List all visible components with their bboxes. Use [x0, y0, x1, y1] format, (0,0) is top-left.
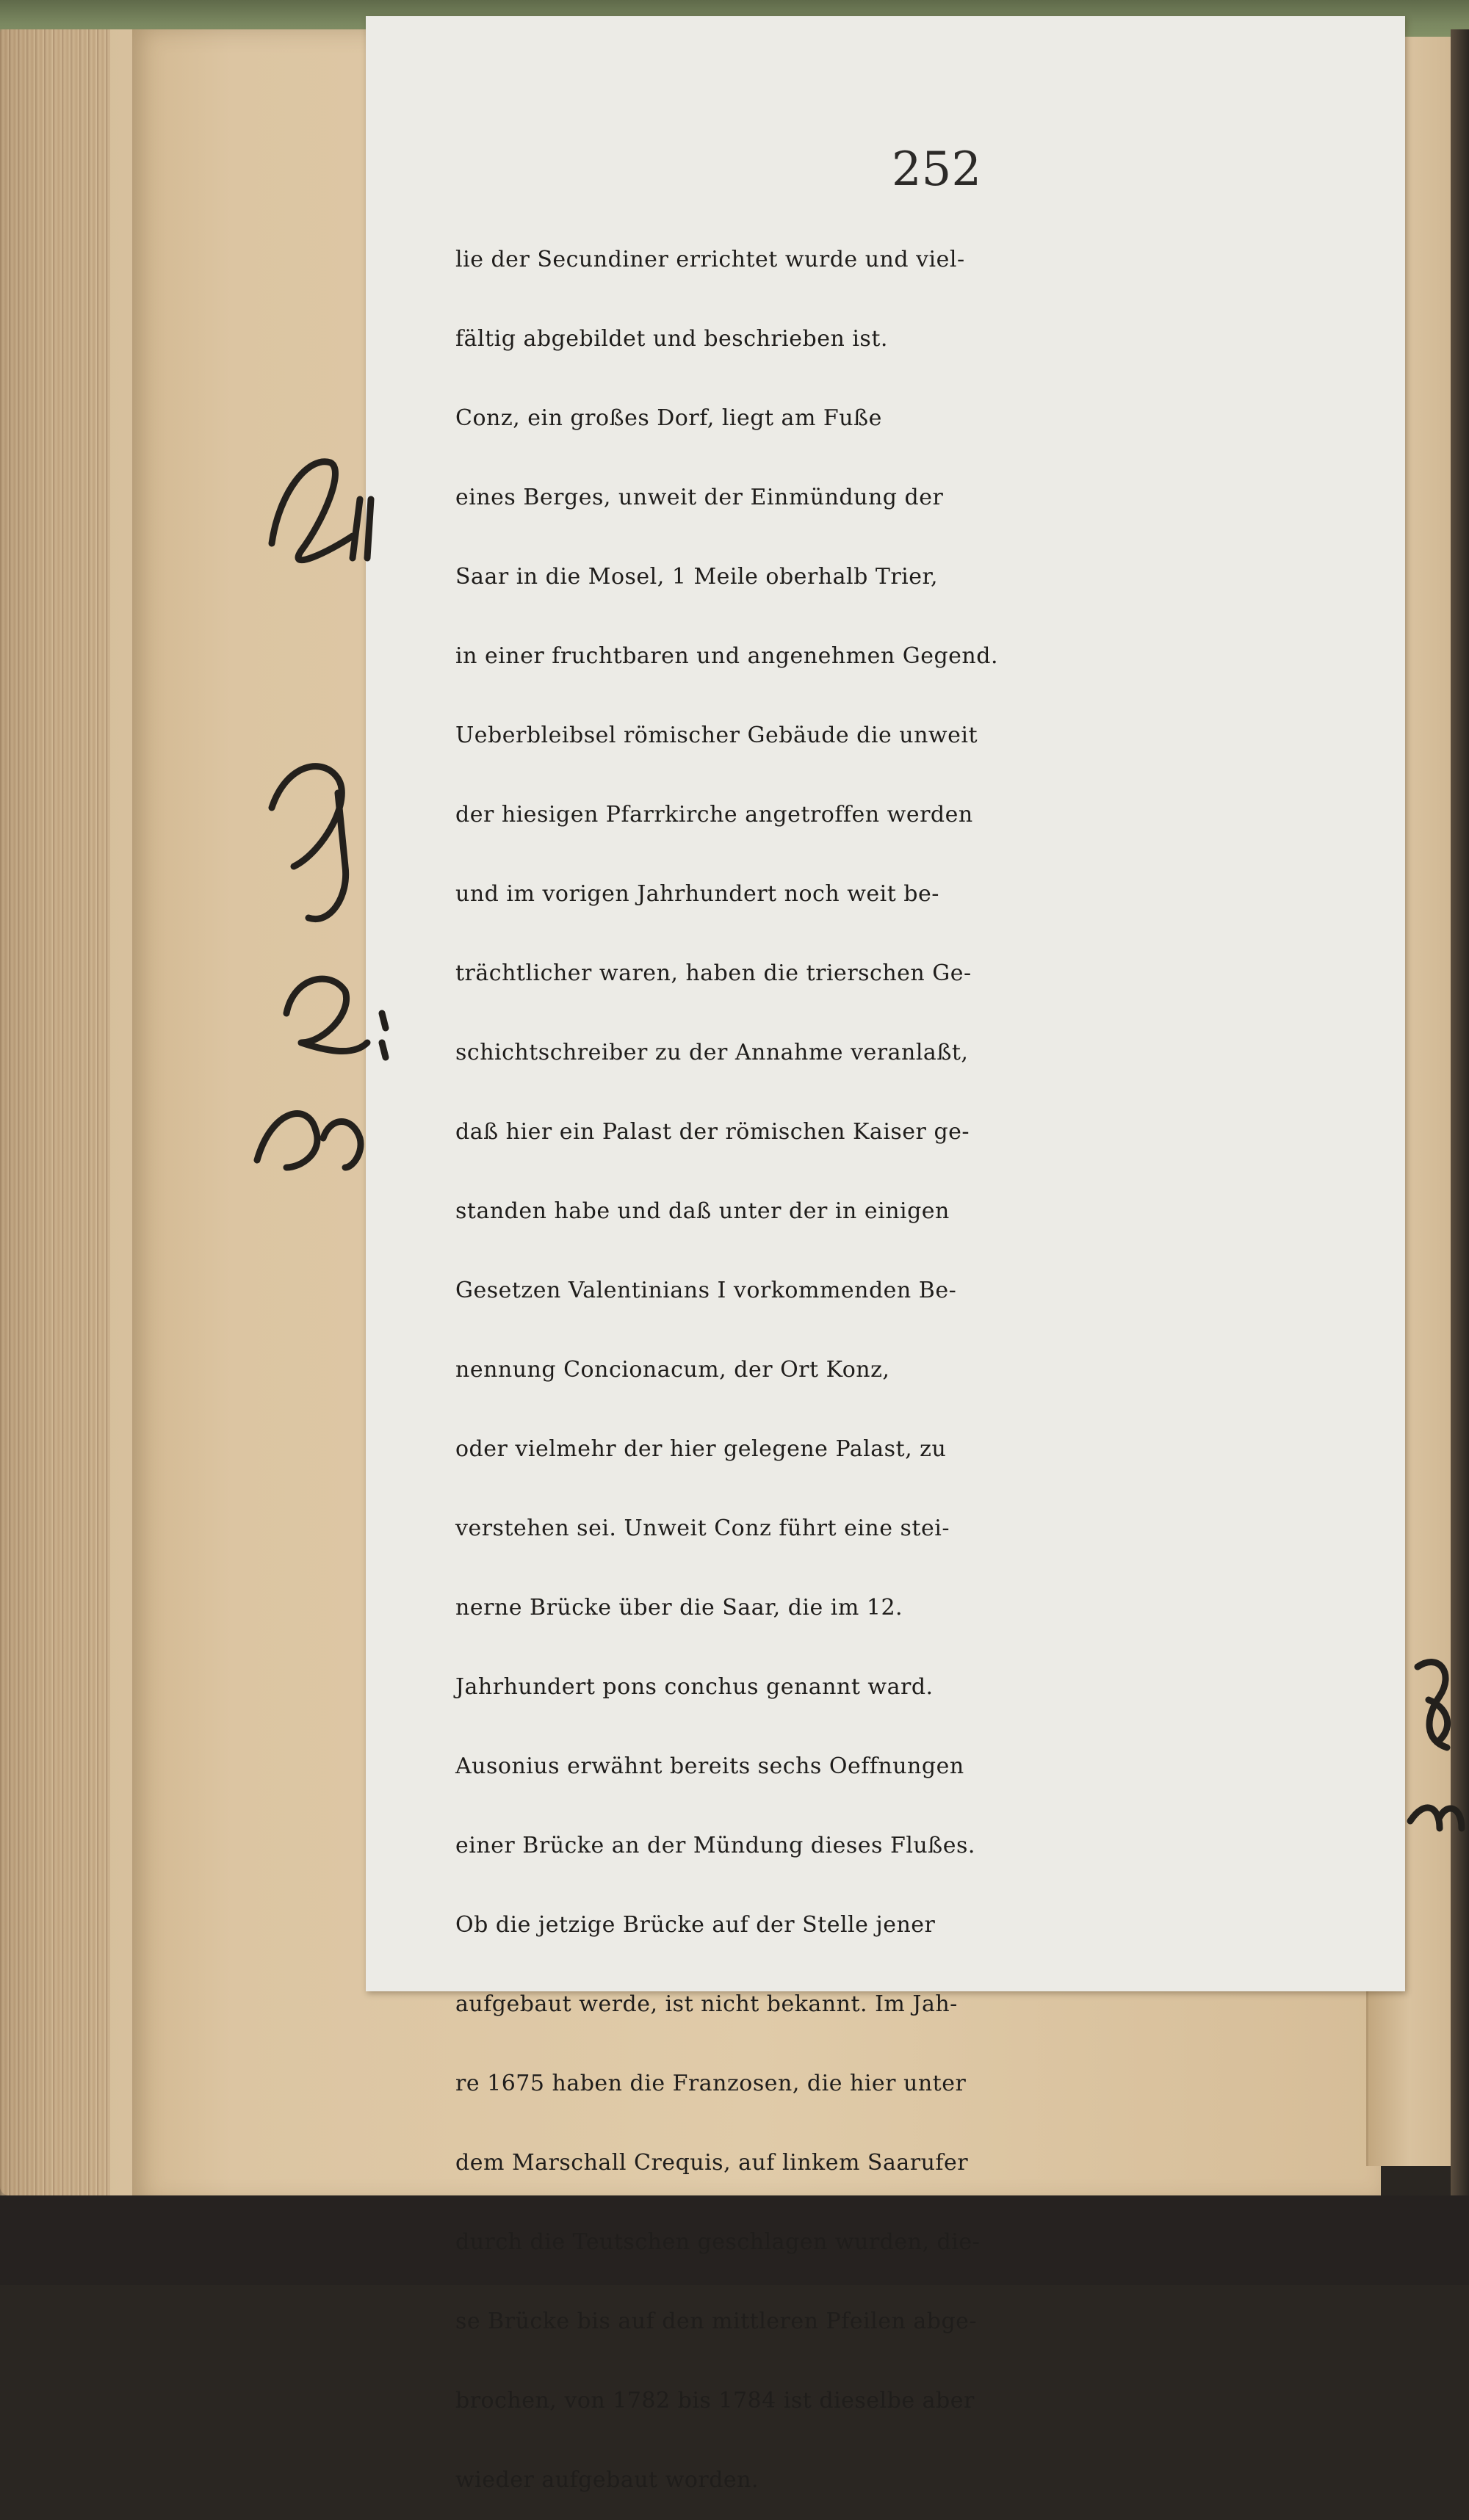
- text-line: oder vielmehr der hier gelegene Palast, zu: [455, 1436, 947, 1462]
- right-shadow: [1451, 29, 1469, 2232]
- text-line: schichtschreiber zu der Annahme veranlaßt,: [455, 1040, 969, 1065]
- handwritten-marks-left: [242, 411, 411, 1182]
- text-line: Saar in die Mosel, 1 Meile oberhalb Trier,: [455, 564, 939, 590]
- text-line: wieder aufgebaut worden.: [455, 2467, 759, 2493]
- left-page-stack: [0, 29, 110, 2195]
- text-line: einer Brücke an der Mündung dieses Flußes.: [455, 1833, 975, 1858]
- handwritten-marks-right: [1396, 1637, 1469, 1858]
- body-text: [455, 220, 1396, 2520]
- text-line: und im vorigen Jahrhundert noch weit be-: [455, 881, 939, 907]
- text-line: standen habe und daß unter der in einigen: [455, 1198, 950, 1224]
- text-line: nennung Concionacum, der Ort Konz,: [455, 1357, 890, 1383]
- text-line: Ausonius erwähnt bereits sechs Oeffnungen: [455, 1753, 964, 1779]
- text-line: der hiesigen Pfarrkirche angetroffen werden: [455, 802, 973, 828]
- text-line: dem Marschall Crequis, auf linkem Saarufer: [455, 2150, 969, 2176]
- text-line: brochen, von 1782 bis 1784 ist dieselbe aber: [455, 2388, 975, 2414]
- text-line: Ob die jetzige Brücke auf der Stelle jener: [455, 1912, 936, 1938]
- text-line: se Brücke bis auf den mittleren Pfeilen abge-: [455, 2309, 978, 2334]
- text-line: eines Berges, unweit der Einmündung der: [455, 485, 944, 510]
- text-line: re 1675 haben die Franzosen, die hier unter: [455, 2071, 967, 2096]
- text-line: durch die Teutschen geschlagen wurden, die-: [455, 2229, 981, 2255]
- text-line: in einer fruchtbaren und angenehmen Gegend.: [455, 643, 998, 669]
- text-line: Jahrhundert pons conchus genannt ward.: [455, 1674, 934, 1700]
- text-line: aufgebaut werde, ist nicht bekannt. Im Jah-: [455, 1991, 958, 2017]
- text-line: nerne Brücke über die Saar, die im 12.: [455, 1595, 903, 1621]
- text-line: daß hier ein Palast der römischen Kaiser ge-: [455, 1119, 970, 1145]
- text-line: verstehen sei. Unweit Conz führt eine stei-: [455, 1516, 950, 1541]
- page-number: 252: [891, 142, 982, 197]
- text-line: fältig abgebildet und beschrieben ist.: [455, 326, 888, 352]
- text-line: lie der Secundiner errichtet wurde und viel-: [455, 247, 965, 272]
- text-line: Conz, ein großes Dorf, liegt am Fuße: [455, 405, 882, 431]
- text-line: trächtlicher waren, haben die trierschen Ge-: [455, 960, 972, 986]
- text-line: Gesetzen Valentinians I vorkommenden Be-: [455, 1278, 957, 1303]
- text-line: Ueberbleibsel römischer Gebäude die unweit: [455, 723, 978, 748]
